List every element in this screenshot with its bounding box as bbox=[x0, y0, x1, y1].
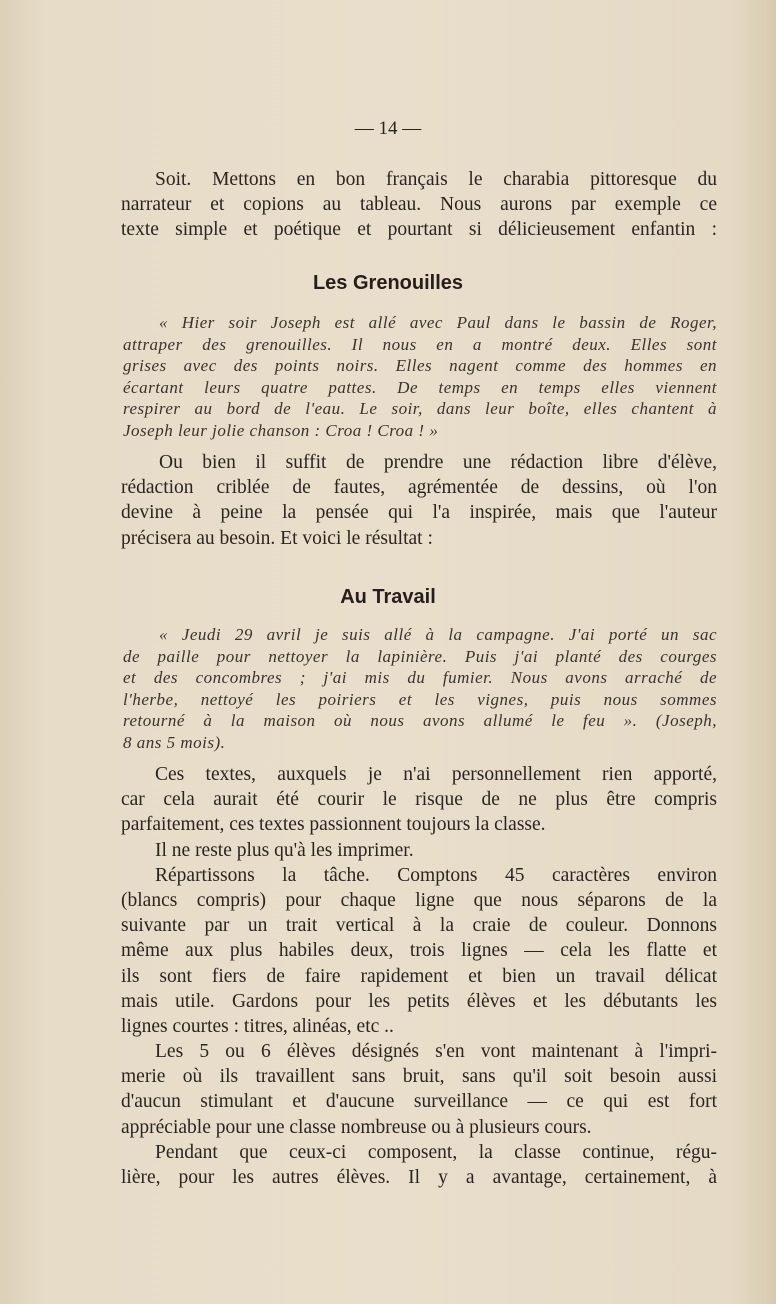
text-line: lignes courtes : titres, alinéas, etc .. bbox=[121, 1015, 394, 1037]
body-paragraph bbox=[121, 863, 717, 1039]
intro-paragraph bbox=[121, 167, 717, 243]
quote-line: écartant leurs quatre pattes. De temps en temps elles viennent bbox=[123, 377, 717, 397]
text-line: Les 5 ou 6 élèves désignés s'en vont maintenant à l'impri- bbox=[155, 1041, 717, 1063]
text-line: suivante par un trait vertical à la craie de couleur. Donnons bbox=[121, 915, 717, 937]
quote-line: de paille pour nettoyer la lapinière. Puis j'ai planté des courges bbox=[123, 646, 717, 666]
body-paragraph bbox=[121, 1039, 717, 1140]
text-line: ils sont fiers de faire rapidement et bien un travail délicat bbox=[121, 965, 717, 987]
page-number: — 14 — bbox=[354, 118, 422, 139]
text-line: même aux plus habiles deux, trois lignes — cela les flatte et bbox=[121, 940, 717, 962]
text-line: parfaitement, ces textes passionnent toujours la classe. bbox=[121, 814, 546, 836]
text-line: d'aucun stimulant et d'aucune surveillance — ce qui est fort bbox=[121, 1091, 717, 1113]
quoted-text bbox=[123, 312, 717, 442]
text-line: rédaction criblée de fautes, agrémentée de dessins, où l'on bbox=[121, 477, 717, 499]
text-line: mais utile. Gardons pour les petits élèves et les débutants les bbox=[121, 990, 717, 1012]
section-title: Les Grenouilles bbox=[312, 272, 464, 294]
quote-line: respirer au bord de l'eau. Le soir, dans leur boîte, elles chantent à bbox=[123, 399, 717, 419]
quoted-text bbox=[123, 624, 717, 754]
body-paragraph bbox=[121, 838, 717, 863]
quote-line: « Hier soir Joseph est allé avec Paul dans le bassin de Roger, bbox=[159, 313, 717, 332]
middle-paragraph bbox=[121, 450, 717, 551]
text-line: merie où ils travaillent sans bruit, sans qu'il soit besoin aussi bbox=[121, 1066, 717, 1088]
text-line: devine à peine la pensée qui l'a inspirée, mais que l'auteur bbox=[121, 502, 717, 524]
text-line: Pendant que ceux-ci composent, la classe continue, régu- bbox=[155, 1141, 717, 1163]
text-line: Il ne reste plus qu'à les imprimer. bbox=[155, 839, 414, 861]
text-line: (blancs compris) pour chaque ligne que nous séparons de la bbox=[121, 889, 717, 911]
text-line: Soit. Mettons en bon français le charabia pittoresque du bbox=[155, 169, 717, 190]
quote-line: 8 ans 5 mois). bbox=[123, 732, 226, 752]
text-line: Ces textes, auxquels je n'ai personnellement rien apporté, bbox=[155, 764, 717, 785]
quote-line: « Jeudi 29 avril je suis allé à la campagne. J'ai porté un sac bbox=[159, 625, 717, 644]
quote-line: grises avec des points noirs. Elles nagent comme des hommes en bbox=[123, 356, 717, 376]
text-line: Répartissons la tâche. Comptons 45 caractères environ bbox=[155, 864, 717, 886]
text-line: appréciable pour une classe nombreuse ou à plusieurs cours. bbox=[121, 1116, 592, 1138]
body-text bbox=[121, 762, 717, 1190]
quote-line: l'herbe, nettoyé les poiriers et les vignes, puis nous sommes bbox=[123, 689, 717, 709]
quote-line: Joseph leur jolie chanson : Croa ! Croa ! » bbox=[123, 420, 439, 440]
section-title: Au Travail bbox=[340, 586, 436, 608]
body-paragraph bbox=[121, 762, 717, 838]
quote-line: attraper des grenouilles. Il nous en a montré deux. Elles sont bbox=[123, 334, 717, 354]
text-line: texte simple et poétique et pourtant si délicieusement enfantin : bbox=[121, 219, 717, 241]
text-line: Ou bien il suffit de prendre une rédaction libre d'élève, bbox=[159, 452, 717, 473]
body-paragraph bbox=[121, 1140, 717, 1190]
text-line: car cela aurait été courir le risque de ne plus être compris bbox=[121, 789, 717, 811]
quote-line: retourné à la maison où nous avons allumé le feu ». (Joseph, bbox=[123, 711, 717, 731]
quote-line: et des concombres ; j'ai mis du fumier. Nous avons arraché de bbox=[123, 668, 717, 688]
text-line: narrateur et copions au tableau. Nous aurons par exemple ce bbox=[121, 194, 717, 216]
text-line: précisera au besoin. Et voici le résultat : bbox=[121, 527, 433, 549]
text-line: lière, pour les autres élèves. Il y a avantage, certainement, à bbox=[121, 1167, 717, 1188]
